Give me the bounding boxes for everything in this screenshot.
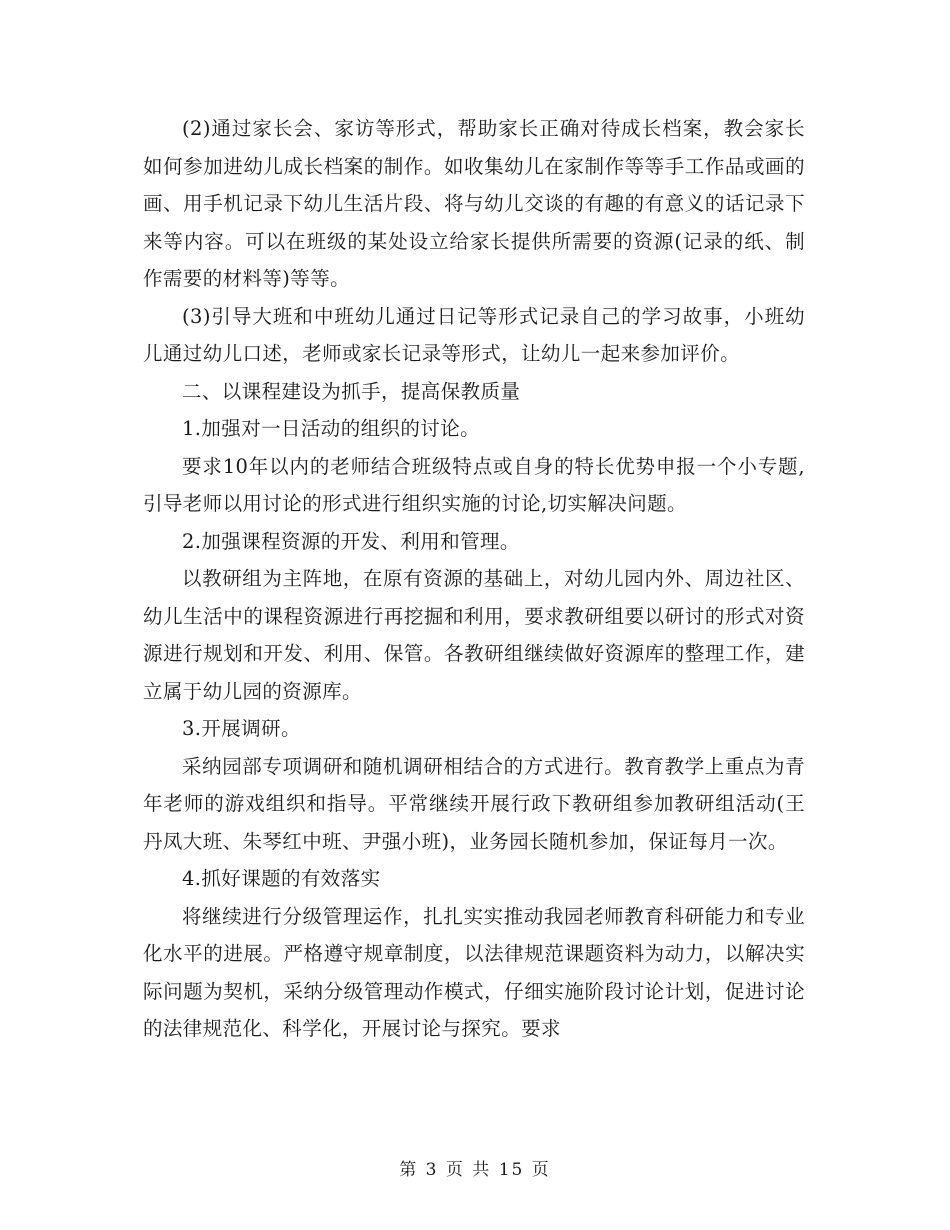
- paragraph: 将继续进行分级管理运作，扎扎实实推动我园老师教育科研能力和专业化水平的进展。严格遵守规章制度，以法律规范课题资料为动力，以解决实际问题为契机，采纳分级管理动作模式，仔细实施阶段讨论计划，促进讨论的法律规范化、科学化，开展讨论与探究。要求: [143, 904, 805, 1040]
- subheading: 3.开展调研。: [182, 717, 301, 740]
- paragraph: (3)引导大班和中班幼儿通过日记等形式记录自己的学习故事，小班幼儿通过幼儿口述，老师或家长记录等形式，让幼儿一起来参加评价。: [143, 304, 805, 365]
- paragraph: 以教研组为主阵地，在原有资源的基础上，对幼儿园内外、周边社区、幼儿生活中的课程资源进行再挖掘和利用，要求教研组要以研讨的形式对资源进行规划和开发、利用、保管。各教研组继续做好资源库的整理工作，建立属于幼儿园的资源库。: [143, 567, 805, 703]
- paragraph: (2)通过家长会、家访等形式，帮助家长正确对待成长档案，教会家长如何参加进幼儿成长档案的制作。如收集幼儿在家制作等等手工作品或画的画、用手机记录下幼儿生活片段、将与幼儿交谈的有趣的有意义的话记录下来等内容。可以在班级的某处设立给家长提供所需要的资源(记录的纸、制作需要的材料等)等等。: [143, 117, 805, 290]
- subheading: 1.加强对一日活动的组织的讨论。: [182, 417, 481, 440]
- paragraph: 采纳园部专项调研和随机调研相结合的方式进行。教育教学上重点为青年老师的游戏组织和指导。平常继续开展行政下教研组参加教研组活动(王丹凤大班、朱琴红中班、尹强小班)，业务园长随机参加，保证每月一次。: [143, 754, 805, 853]
- subheading: 2.加强课程资源的开发、利用和管理。: [182, 529, 520, 553]
- page-number-footer: 第 3 页 共 15 页: [399, 1160, 551, 1180]
- section-heading: 二、以课程建设为抓手，提高保教质量: [182, 379, 521, 403]
- paragraph: 要求10年以内的老师结合班级特点或自身的特长优势申报一个小专题,引导老师以用讨论的形式进行组织实施的讨论,切实解决问题。: [143, 454, 805, 515]
- document-body: [143, 110, 805, 1048]
- subheading: 4.抓好课题的有效落实: [182, 867, 381, 890]
